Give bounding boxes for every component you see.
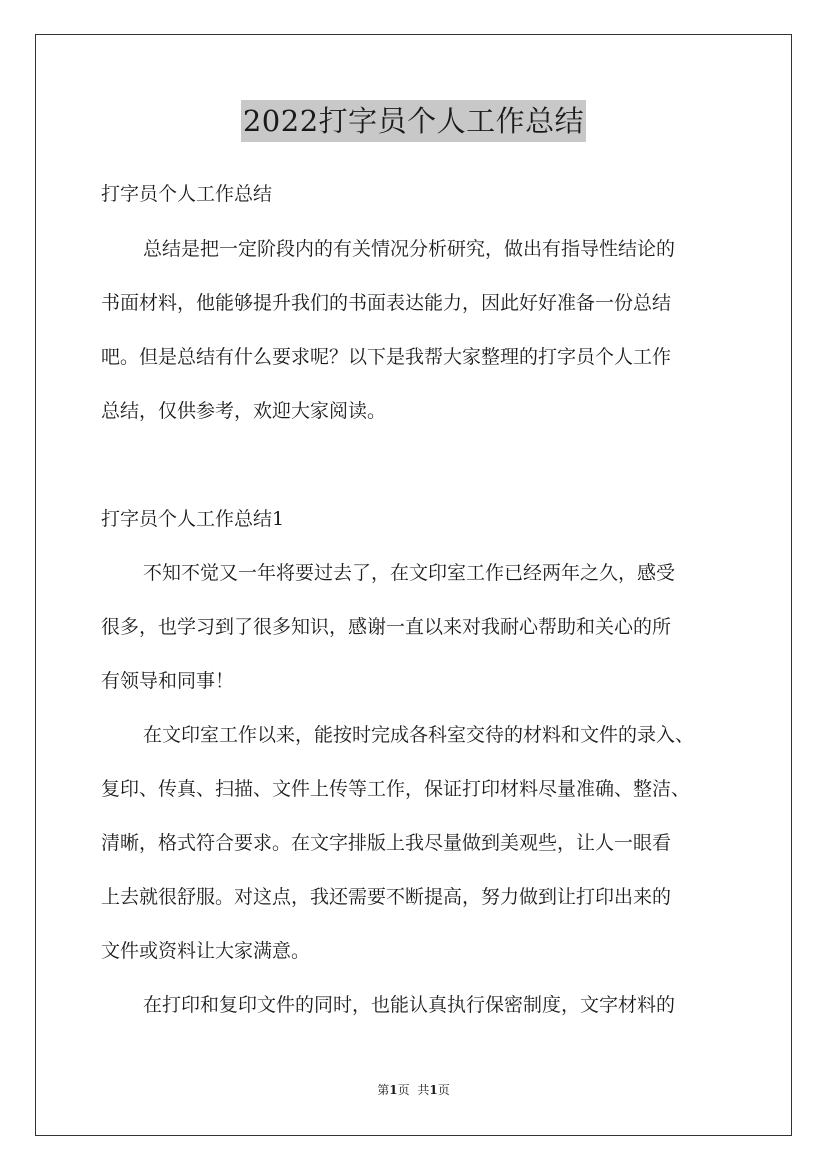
footer-total-prefix: 共 [417,1083,430,1097]
footer-prefix: 第 [377,1083,390,1097]
para2-line-2: 复印、传真、扫描、文件上传等工作，保证打印材料尽量准确、整洁、 [101,778,691,800]
para2-line-3: 清晰，格式符合要求。在文字排版上我尽量做到美观些，让人一眼看 [101,832,672,854]
intro-line-1: 总结是把一定阶段内的有关情况分析研究，做出有指导性结论的 [143,238,676,260]
para1-line-2: 很多，也学习到了很多知识，感谢一直以来对我耐心帮助和关心的所 [101,616,672,638]
para2-line-4: 上去就很舒服。对这点，我还需要不断提高，努力做到让打印出来的 [101,886,672,908]
document-title: 2022打字员个人工作总结 [241,100,586,142]
para2-line-1: 在文印室工作以来，能按时完成各科室交待的材料和文件的录入、 [143,724,695,746]
title-container [0,100,827,142]
section1-heading: 打字员个人工作总结1 [101,508,285,530]
page-footer [0,1082,827,1098]
para1-line-1: 不知不觉又一年将要过去了，在文印室工作已经两年之久，感受 [143,562,676,584]
intro-line-4: 总结，仅供参考，欢迎大家阅读。 [101,400,387,422]
para3-line-1: 在打印和复印文件的同时，也能认真执行保密制度，文字材料的 [143,994,676,1016]
footer-total-pages: 1 [429,1083,438,1097]
footer-page-suffix: 页 [397,1083,410,1097]
footer-page-number: 1 [389,1083,398,1097]
para1-line-3: 有领导和同事！ [101,670,235,692]
intro-line-3: 吧。但是总结有什么要求呢？以下是我帮大家整理的打字员个人工作 [101,346,672,368]
para2-line-5: 文件或资料让大家满意。 [101,940,311,962]
intro-line-2: 书面材料，他能够提升我们的书面表达能力，因此好好准备一份总结 [101,292,672,314]
footer-total-suffix: 页 [437,1083,450,1097]
intro-heading: 打字员个人工作总结 [101,183,273,205]
